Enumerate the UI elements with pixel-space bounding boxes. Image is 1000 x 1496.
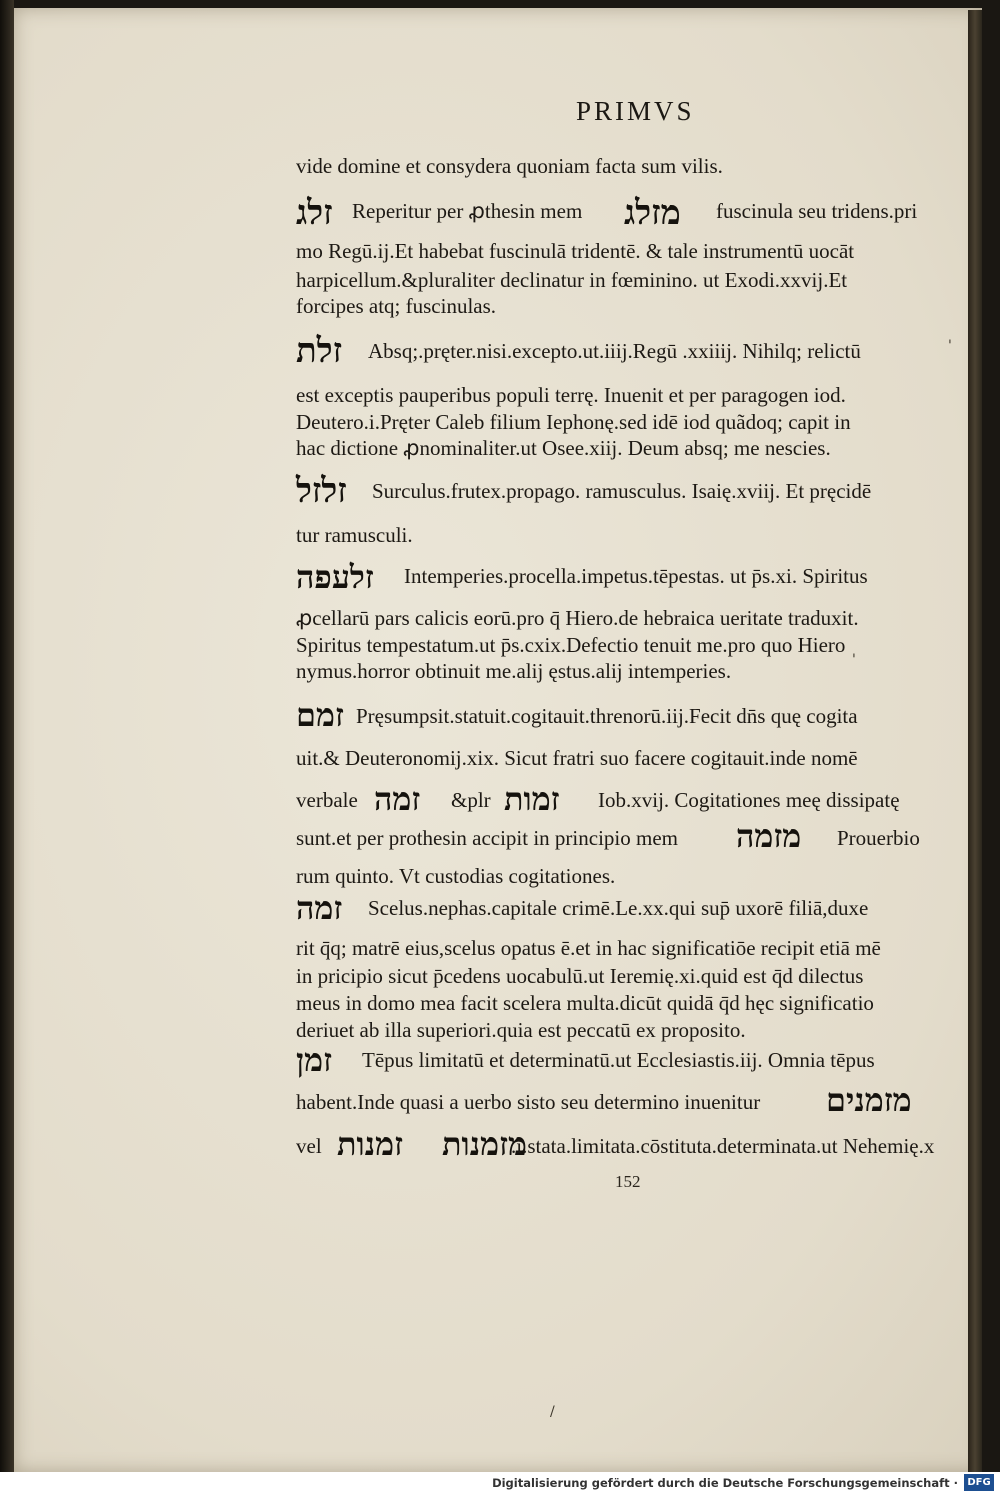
hebrew-word: מזלג [624, 193, 681, 233]
text-line: rum quinto. Vt custodias cogitationes. [296, 864, 616, 888]
book-page [14, 8, 982, 1472]
text-line: verbale [296, 788, 358, 812]
hebrew-word: זמות [504, 780, 560, 818]
text-line: habent.Inde quasi a uerbo sisto seu determino inuenitur [296, 1090, 761, 1114]
text-line: fuscinula seu tridens.pri [716, 199, 918, 223]
hebrew-headword: זמם [296, 696, 344, 734]
text-line: deriuet ab illa superiori.quia est peccatū ex proposito. [296, 1018, 746, 1042]
text-line: Intemperies.procella.impetus.tēpestas. ut p̄s.xi. Spiritus [404, 564, 868, 588]
hebrew-headword: זלזל [296, 471, 347, 511]
hebrew-headword: זלעפה [296, 558, 374, 596]
text-line: tur ramusculi. [296, 523, 413, 547]
text-line: forcipes atq; fuscinulas. [296, 294, 497, 318]
hebrew-word: זמנות [337, 1125, 403, 1163]
text-line: rit q̄q; matrē eius,scelus opatus ē.et in hac significatiōe recipit etiā mē [296, 936, 881, 960]
text-line: Pręsumpsit.statuit.cogitauit.threnorū.iij.Fecit dn̄s quę cogita [356, 704, 858, 728]
text-line: Surculus.frutex.propago. ramusculus. Isaię.xviij. Et pręcidē [372, 479, 872, 503]
text-line: nymus.horror obtinuit me.alij ęstus.alij intemperies. [296, 659, 732, 683]
text-line: hac dictione ꝓnominaliter.ut Osee.xiij. Deum absq; me nescies. [296, 436, 831, 460]
text-line: Scelus.nephas.capitale crimē.Le.xx.qui sup̄ uxorē filiā,duxe [368, 896, 869, 920]
text-line: Prouerbio [837, 826, 920, 850]
ink-speck: ' [852, 652, 856, 668]
text-line: Iob.xvij. Cogitationes meę dissipatę [598, 788, 900, 812]
text-line: Reperitur per ꝓthesin mem [352, 199, 583, 223]
text-line: vide domine et consydera quoniam facta sum vilis. [296, 154, 723, 178]
hebrew-word: זמה [374, 780, 421, 818]
dfg-logo: DFG [964, 1474, 994, 1491]
text-line: Absq;.pręter.nisi.excepto.ut.iiij.Regū .xxiiij. Nihilq; relictū [368, 339, 861, 363]
hebrew-headword: זמן [296, 1041, 333, 1079]
left-scan-edge [0, 0, 14, 1496]
page-number: 152 [615, 1172, 641, 1191]
text-line: Deutero.i.Pręter Caleb filium Iephonę.sed idē iod quãdoq; capit in [296, 410, 851, 434]
hebrew-word: מזמה [736, 817, 802, 855]
text-line: &plr [451, 788, 491, 812]
hebrew-word: מזמנים [826, 1081, 912, 1119]
text-line: Tēpus limitatū et determinatū.ut Ecclesiastis.iij. Omnia tēpus [362, 1048, 875, 1072]
text-line: est exceptis pauperibus populi terrę. Inuenit et per paragogen iod. [296, 383, 846, 407]
hebrew-headword: זלת [296, 331, 343, 371]
hebrew-headword: זמה [296, 889, 343, 927]
text-line: sunt.et per prothesin accipit in principio mem [296, 826, 678, 850]
running-head: PRIMVS [576, 96, 695, 126]
text-line: .i.stata.limitata.cōstituta.determinata.ut Nehemię.x [511, 1134, 935, 1158]
text-line: Spiritus tempestatum.ut p̄s.cxix.Defectio tenuit me.pro quo Hiero [296, 633, 846, 657]
text-line: in pricipio sicut p̄cedens uocabulū.ut Ieremię.xi.quid est q̄d dilectus [296, 964, 864, 988]
text-line: vel [296, 1134, 322, 1158]
hebrew-headword: זלג [296, 193, 333, 233]
hebrew-word: מזמנות [442, 1125, 527, 1163]
text-line: ꝓcellarū pars calicis eorū.pro q̄ Hiero.de hebraica ueritate traduxit. [296, 606, 859, 630]
text-line: meus in domo mea facit scelera multa.dicūt quidā q̄d hęc significatio [296, 991, 874, 1015]
ink-speck: / [550, 1404, 555, 1420]
ink-speck: ' [948, 338, 952, 354]
footer-credit: Digitalisierung gefördert durch die Deutsche Forschungsgemeinschaft · [492, 1476, 958, 1490]
right-scan-edge [968, 10, 982, 1472]
text-line: uit.& Deuteronomij.xix. Sicut fratri suo facere cogitauit.inde nomē [296, 746, 858, 770]
text-line: mo Regū.ij.Et habebat fuscinulā tridentē. & tale instrumentū uocāt [296, 239, 855, 263]
text-line: harpicellum.&pluraliter declinatur in fœminino. ut Exodi.xxvij.Et [296, 268, 848, 292]
